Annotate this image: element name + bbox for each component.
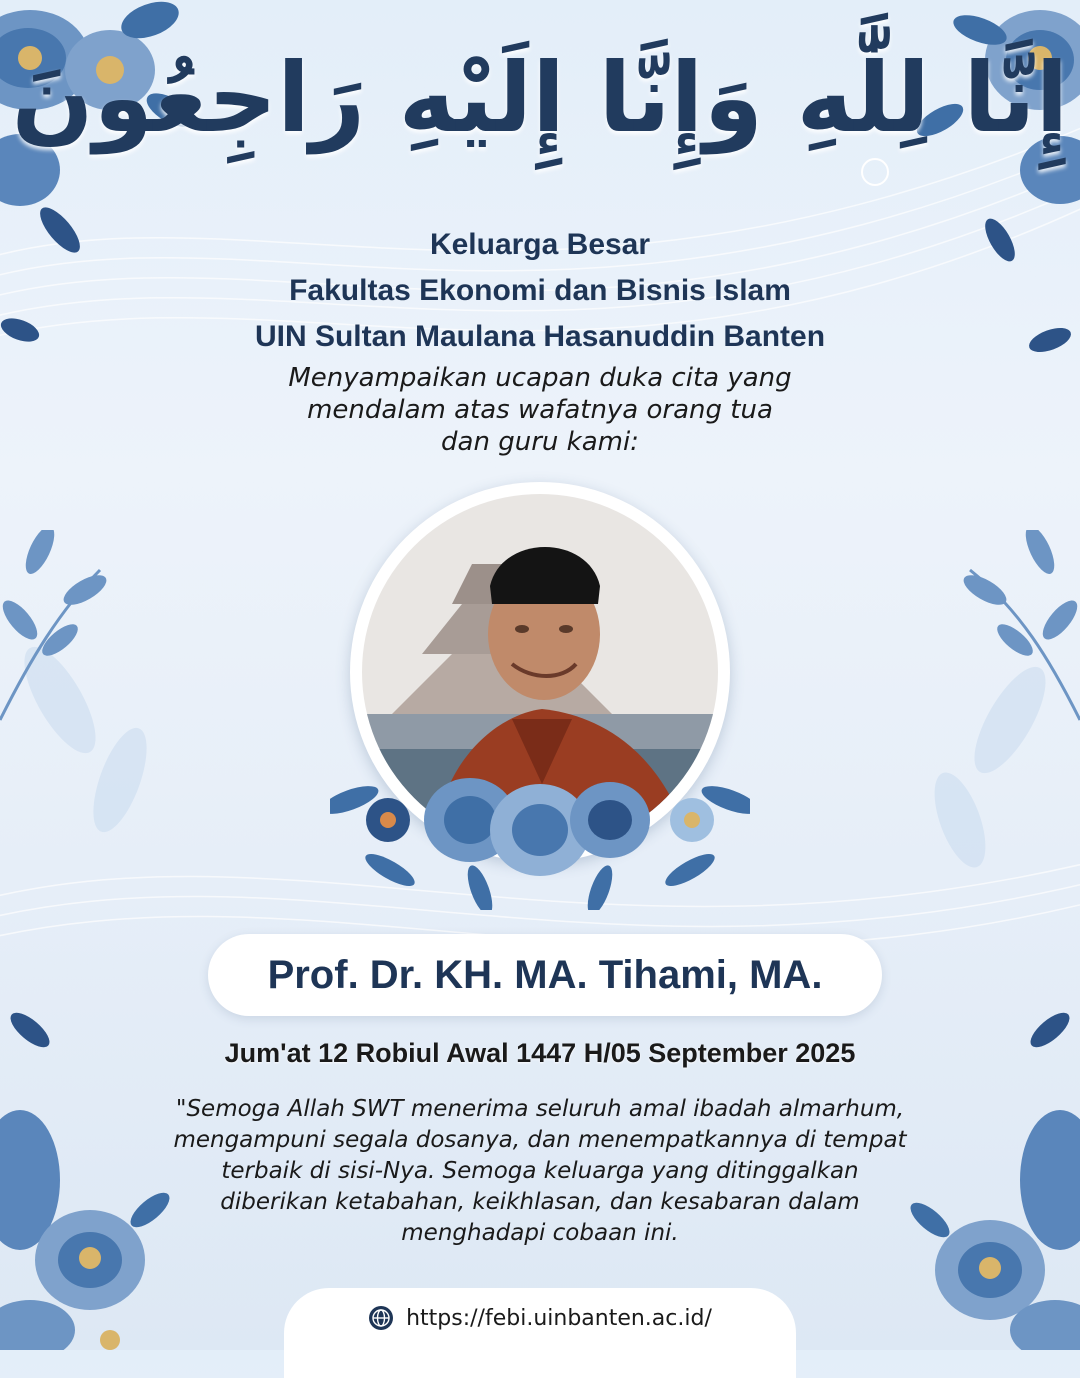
prayer-line-2: mengampuni segala dosanya, dan menempatkannya di tempat xyxy=(173,1127,907,1153)
intro-line-1: Menyampaikan ucapan duka cita yang xyxy=(288,363,792,393)
prayer-line-3: terbaik di sisi-Nya. Semoga keluarga yang ditinggalkan xyxy=(221,1158,859,1184)
globe-icon xyxy=(368,1305,394,1331)
header-line-1: Keluarga Besar xyxy=(429,228,651,261)
leaf-sprig-right xyxy=(960,530,1080,730)
organization-header xyxy=(0,222,1080,360)
intro-line-2: mendalam atas wafatnya orang tua xyxy=(307,395,773,425)
leaf-sprig-left xyxy=(0,530,110,730)
header-line-2: Fakultas Ekonomi dan Bisnis Islam xyxy=(289,274,791,307)
prayer-line-4: diberikan ketabahan, keikhlasan, dan kesabaran dalam xyxy=(220,1189,860,1215)
header-line-3: UIN Sultan Maulana Hasanuddin Banten xyxy=(254,320,826,353)
deceased-name: Prof. Dr. KH. MA. Tihami, MA. xyxy=(267,952,823,997)
date-of-passing: Jum'at 12 Robiul Awal 1447 H/05 September 2025 xyxy=(224,1038,856,1068)
deceased-name-banner xyxy=(208,934,882,1016)
floral-wreath xyxy=(330,740,750,910)
intro-line-3: dan guru kami: xyxy=(441,427,639,457)
website-link[interactable] xyxy=(284,1298,796,1338)
prayer-line-1: "Semoga Allah SWT menerima seluruh amal ibadah almarhum, xyxy=(175,1096,905,1122)
condolence-intro xyxy=(0,362,1080,458)
prayer-text xyxy=(0,1094,1080,1249)
prayer-line-5: menghadapi cobaan ini. xyxy=(401,1220,679,1246)
website-url[interactable]: https://febi.uinbanten.ac.id/ xyxy=(406,1305,712,1331)
arabic-calligraphy-title: إِنَّا لِلَّٰهِ وَإِنَّا إِلَيْهِ رَاجِعُونَ xyxy=(11,42,1069,154)
